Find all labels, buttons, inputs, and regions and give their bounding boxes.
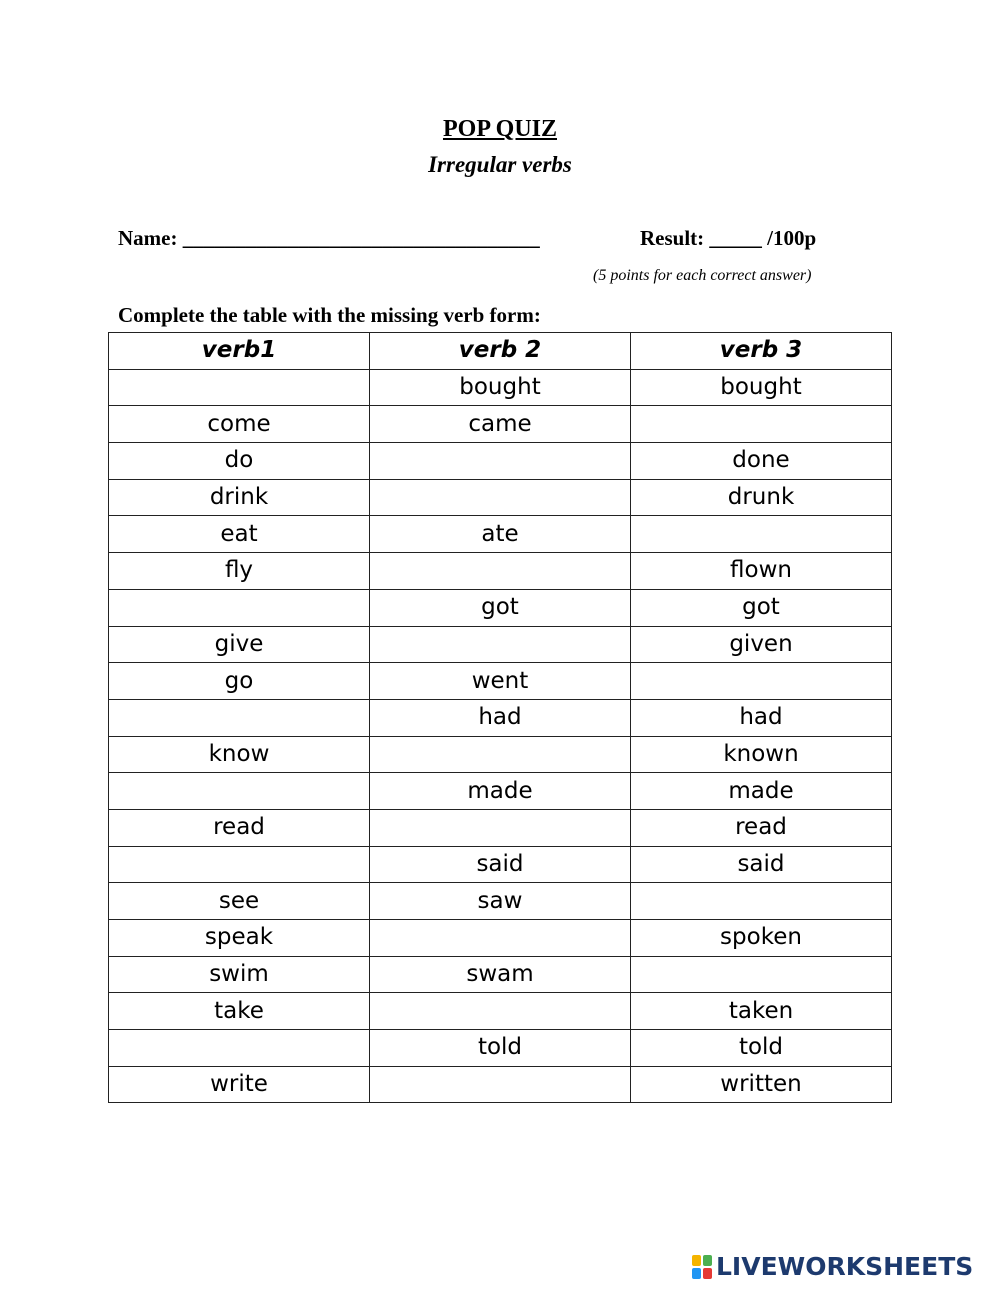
answer-blank-cell[interactable] [109,1030,370,1067]
table-row [109,479,892,516]
instructions: Complete the table with the missing verb form: [118,303,541,327]
verb-cell: made [631,773,892,810]
answer-blank-cell[interactable] [370,809,631,846]
verb-cell: fly [109,553,370,590]
table-row [109,406,892,443]
table-row [109,920,892,957]
table-row [109,846,892,883]
answer-blank-cell[interactable] [109,699,370,736]
verb-cell: had [370,699,631,736]
answer-blank-cell[interactable] [631,663,892,700]
answer-blank-cell[interactable] [370,736,631,773]
verb-cell: bought [370,369,631,406]
answer-blank-cell[interactable] [370,993,631,1030]
verb-cell: given [631,626,892,663]
table-row [109,443,892,480]
answer-blank-cell[interactable] [370,920,631,957]
verb-cell: taken [631,993,892,1030]
table-row [109,773,892,810]
verb-cell: eat [109,516,370,553]
verb-cell: done [631,443,892,480]
answer-blank-cell[interactable] [370,443,631,480]
table-row [109,956,892,993]
verb-cell: drunk [631,479,892,516]
verb-cell: read [109,809,370,846]
answer-blank-cell[interactable] [370,626,631,663]
answer-blank-cell[interactable] [109,369,370,406]
liveworksheets-logo-icon [692,1255,712,1279]
answer-blank-cell[interactable] [631,883,892,920]
verb-table [108,332,892,1103]
verb-cell: give [109,626,370,663]
name-field-line: Name: __________________________________ [118,226,540,250]
verb-cell: said [631,846,892,883]
verb-cell: got [370,589,631,626]
verb-cell: got [631,589,892,626]
table-row [109,589,892,626]
quiz-title: POP QUIZ [442,116,557,142]
verb-cell: came [370,406,631,443]
table-row [109,699,892,736]
verb-cell: do [109,443,370,480]
quiz-subtitle: Irregular verbs [428,152,572,177]
verb-cell: made [370,773,631,810]
table-row [109,553,892,590]
header-verb3: verb 3 [631,333,892,370]
answer-blank-cell[interactable] [631,516,892,553]
answer-blank-cell[interactable] [109,846,370,883]
liveworksheets-logo [692,1252,973,1281]
result-field-line: Result: _____ /100p [640,226,817,250]
scoring-note: (5 points for each correct answer) [593,267,812,284]
verb-cell: told [370,1030,631,1067]
verb-cell: know [109,736,370,773]
verb-cell: said [370,846,631,883]
verb-cell: speak [109,920,370,957]
answer-blank-cell[interactable] [370,1066,631,1103]
answer-blank-cell[interactable] [631,956,892,993]
table-row [109,663,892,700]
verb-cell: see [109,883,370,920]
verb-cell: write [109,1066,370,1103]
verb-cell: drink [109,479,370,516]
table-row [109,369,892,406]
verb-cell: swam [370,956,631,993]
verb-cell: known [631,736,892,773]
verb-cell: spoken [631,920,892,957]
answer-blank-cell[interactable] [109,773,370,810]
verb-cell: written [631,1066,892,1103]
verb-cell: swim [109,956,370,993]
table-row [109,1066,892,1103]
verb-cell: had [631,699,892,736]
verb-cell: told [631,1030,892,1067]
table-row [109,1030,892,1067]
header-verb1: verb1 [109,333,370,370]
table-row [109,883,892,920]
verb-cell: come [109,406,370,443]
table-row [109,626,892,663]
verb-cell: saw [370,883,631,920]
verb-cell: flown [631,553,892,590]
table-row [109,993,892,1030]
table-header-row [109,333,892,370]
verb-cell: went [370,663,631,700]
logo-text: LIVEWORKSHEETS [716,1252,974,1281]
verb-table-body [109,369,892,1103]
answer-blank-cell[interactable] [370,479,631,516]
answer-blank-cell[interactable] [109,589,370,626]
table-row [109,736,892,773]
verb-cell: ate [370,516,631,553]
header-verb2: verb 2 [370,333,631,370]
verb-cell: bought [631,369,892,406]
verb-cell: read [631,809,892,846]
verb-cell: go [109,663,370,700]
answer-blank-cell[interactable] [631,406,892,443]
answer-blank-cell[interactable] [370,553,631,590]
table-row [109,809,892,846]
table-row [109,516,892,553]
verb-cell: take [109,993,370,1030]
